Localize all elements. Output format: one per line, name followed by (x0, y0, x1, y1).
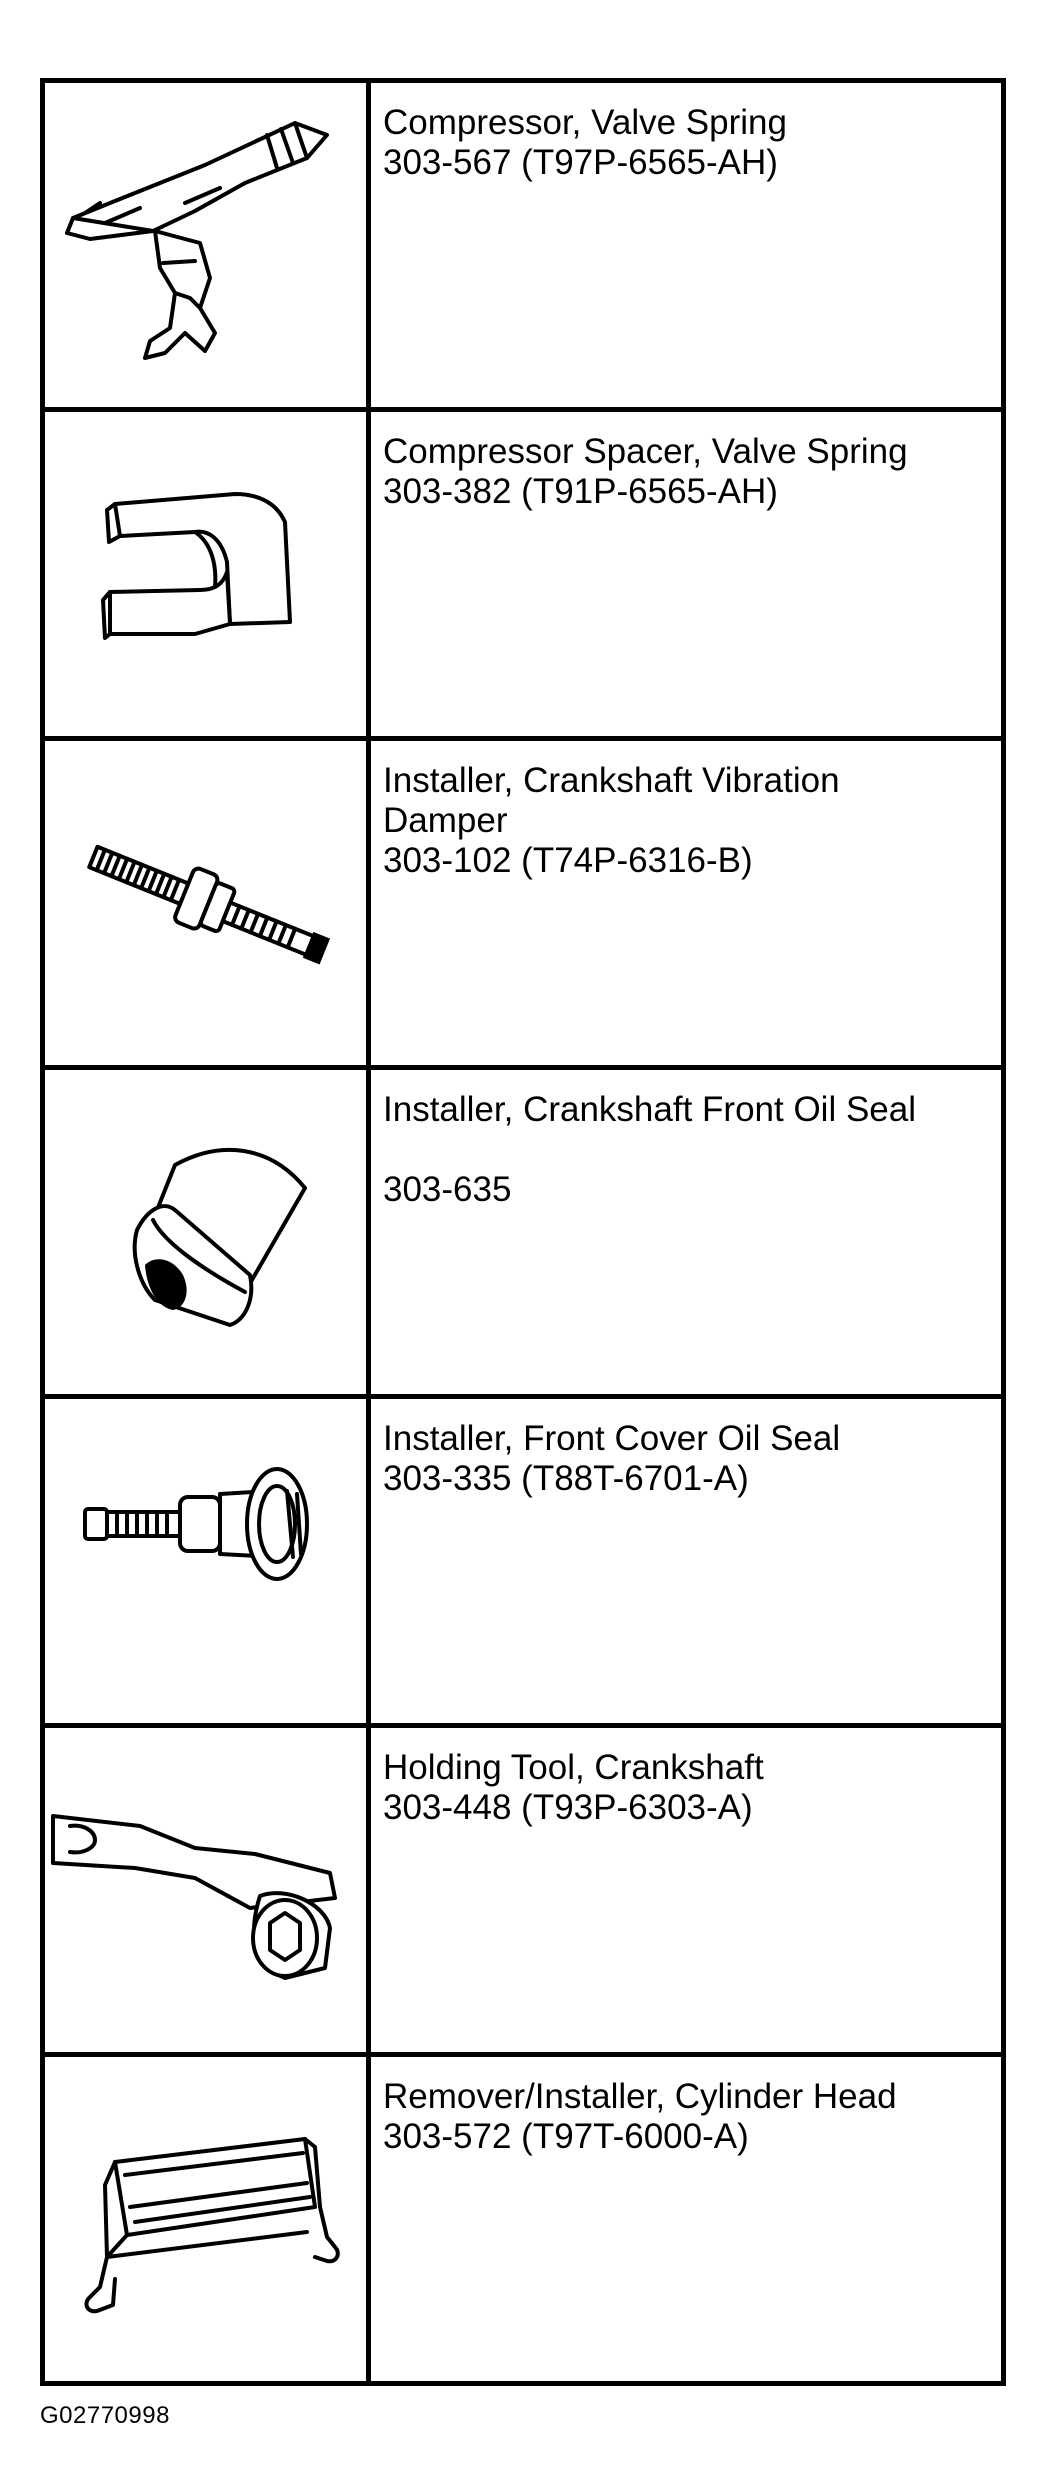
tool-name: Remover/Installer, Cylinder Head (383, 2077, 897, 2116)
valve-spring-compressor-icon (45, 83, 366, 407)
cylinder-head-remover-installer-icon (45, 2057, 366, 2381)
tool-row (43, 1068, 1004, 1397)
tool-name: Compressor Spacer, Valve Spring (383, 432, 908, 471)
tool-part-number: 303-382 (T91P-6565-AH) (383, 472, 778, 511)
tool-description-cell (369, 2055, 1004, 2384)
tool-name: Installer, Front Cover Oil Seal (383, 1419, 841, 1458)
tool-image-cell (43, 410, 369, 739)
tool-name: Installer, Crankshaft Vibration Damper (383, 761, 840, 840)
front-oil-seal-installer-icon (45, 1070, 366, 1394)
tool-description-cell (369, 1068, 1004, 1397)
crankshaft-holding-tool-icon (45, 1728, 366, 2052)
special-tools-table (40, 78, 1006, 2386)
tool-row (43, 410, 1004, 739)
front-cover-oil-seal-installer-icon (45, 1399, 366, 1723)
tool-image-cell (43, 739, 369, 1068)
tool-name: Compressor, Valve Spring (383, 103, 787, 142)
tool-description-cell (369, 739, 1004, 1068)
tool-row (43, 2055, 1004, 2384)
tool-description-cell (369, 81, 1004, 410)
tool-description-cell (369, 1397, 1004, 1726)
valve-spring-compressor-spacer-icon (45, 412, 366, 736)
tool-part-number: 303-335 (T88T-6701-A) (383, 1459, 749, 1498)
tool-part-number: 303-572 (T97T-6000-A) (383, 2117, 749, 2156)
tool-part-number: 303-102 (T74P-6316-B) (383, 841, 753, 880)
tool-row (43, 1397, 1004, 1726)
tool-row (43, 739, 1004, 1068)
tool-image-cell (43, 81, 369, 410)
tool-description-cell (369, 410, 1004, 739)
tool-image-cell (43, 1726, 369, 2055)
tool-part-number: 303-567 (T97P-6565-AH) (383, 143, 778, 182)
tool-part-number: 303-635 (383, 1170, 512, 1209)
tool-image-cell (43, 1068, 369, 1397)
tool-name: Installer, Crankshaft Front Oil Seal (383, 1090, 916, 1129)
tool-row (43, 81, 1004, 410)
figure-id: G02770998 (40, 2402, 170, 2429)
tool-row (43, 1726, 1004, 2055)
tool-part-number: 303-448 (T93P-6303-A) (383, 1788, 753, 1827)
vibration-damper-installer-icon (45, 741, 366, 1065)
tool-image-cell (43, 2055, 369, 2384)
tool-name: Holding Tool, Crankshaft (383, 1748, 764, 1787)
tool-image-cell (43, 1397, 369, 1726)
tool-description-cell (369, 1726, 1004, 2055)
